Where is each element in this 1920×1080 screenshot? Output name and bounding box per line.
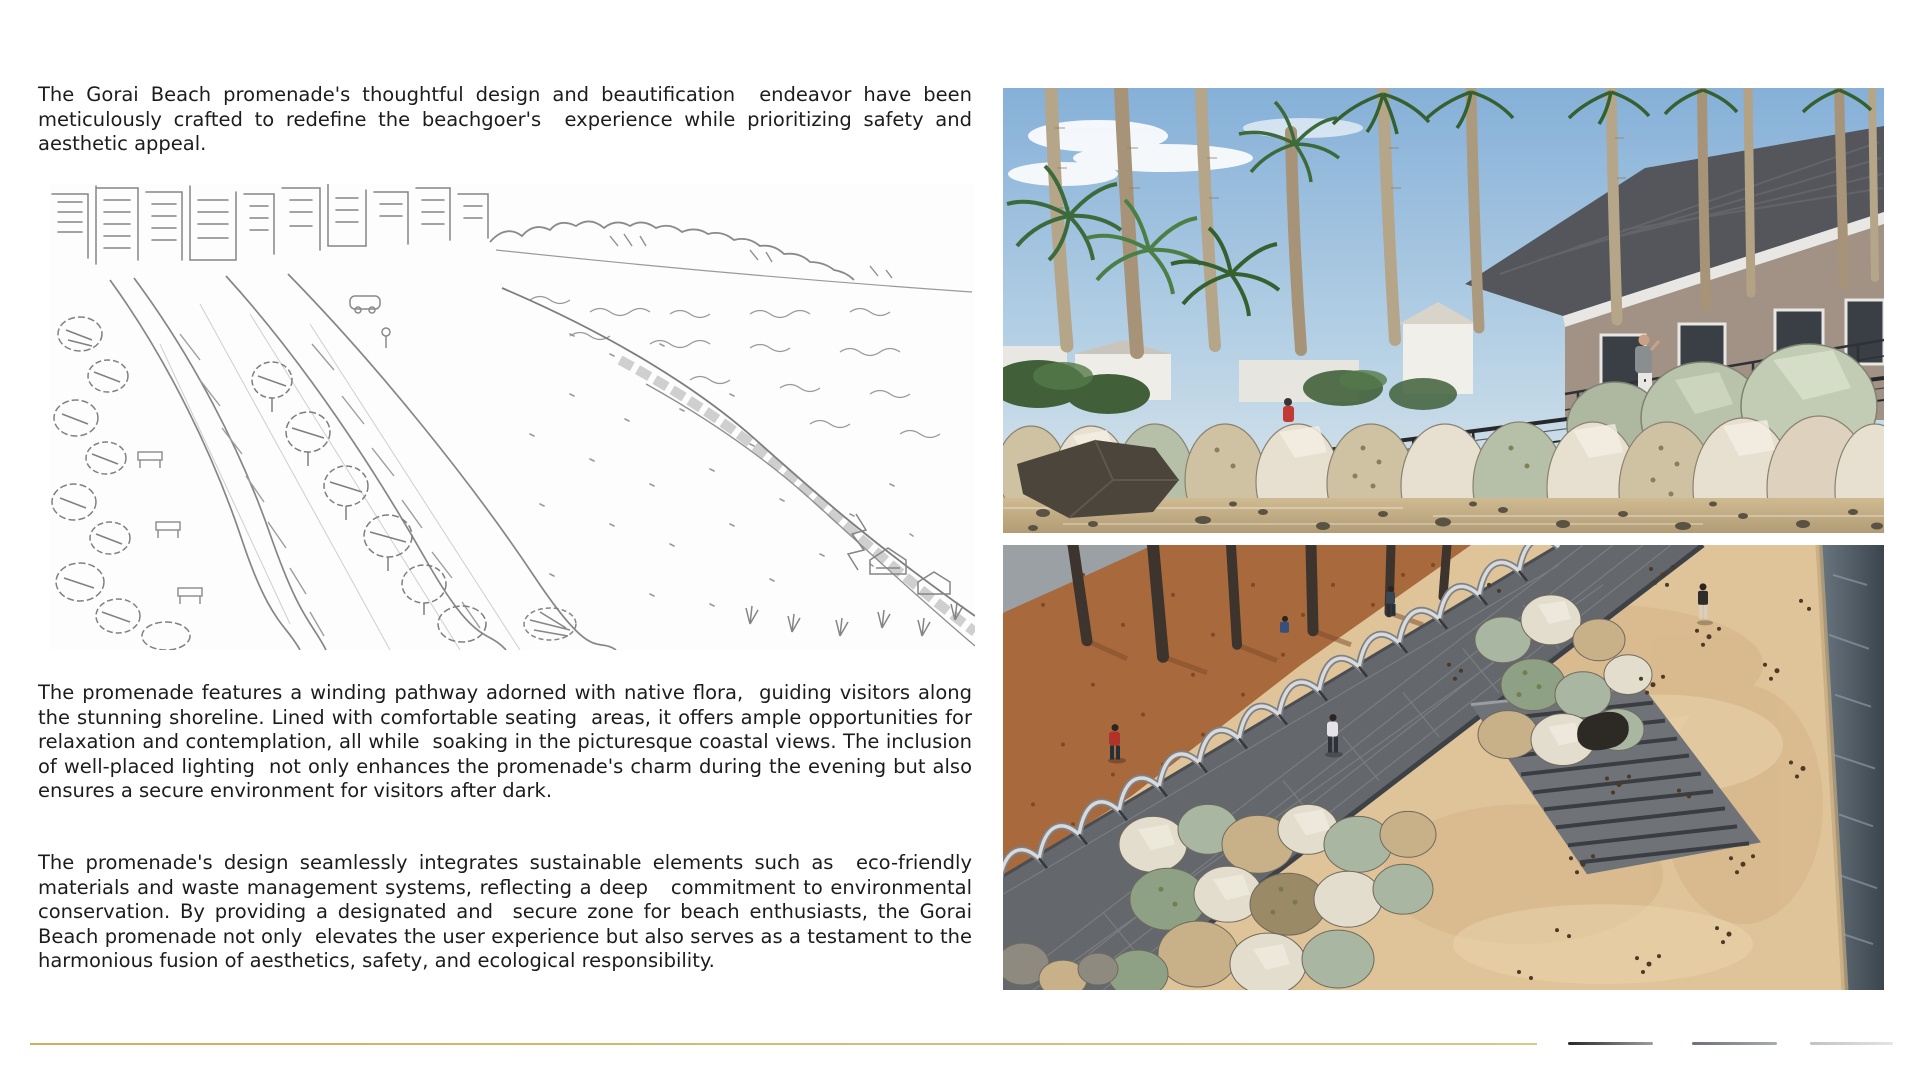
sketch-drawing bbox=[50, 184, 975, 650]
progress-dash-1[interactable] bbox=[1568, 1042, 1653, 1045]
progress-dash-2[interactable] bbox=[1692, 1042, 1777, 1045]
paragraph-intro: The Gorai Beach promenade's thoughtful design and beautification endeavor have been meticulously crafted to redefine the beachgoer's experience while prioritizing safety and aesthetic appeal. bbox=[38, 83, 979, 155]
promenade-sketch-image bbox=[50, 184, 975, 650]
footer-divider bbox=[30, 1043, 1537, 1045]
progress-dash-3[interactable] bbox=[1810, 1042, 1893, 1045]
promenade-photo-seawall bbox=[1003, 88, 1884, 533]
paragraph-pathway: The promenade features a winding pathway adorned with native flora, guiding visitors along the stunning shoreline. Lined with comfortable seating areas, it offers ample opportunities for relaxation and contemplation, all while soaking in the picturesque coastal views. The inclusion of well-placed lighting not only enhances the promenade's charm during the evening but also ensures a secure environment for visitors after dark. bbox=[38, 681, 985, 802]
paragraph-sustainability: The promenade's design seamlessly integrates sustainable elements such as eco-friendly materials and waste management systems, reflecting a deep commitment to environmental conservation. By providing a designated and secure zone for beach enthusiasts, the Gorai Beach promenade not only elevates the user experience but also serves as a testament to the harmonious fusion of aesthetics, safety, and ecological responsibility. bbox=[38, 851, 985, 972]
seawall-render bbox=[1003, 88, 1884, 533]
aerial-render bbox=[1003, 545, 1884, 990]
promenade-photo-aerial bbox=[1003, 545, 1884, 990]
